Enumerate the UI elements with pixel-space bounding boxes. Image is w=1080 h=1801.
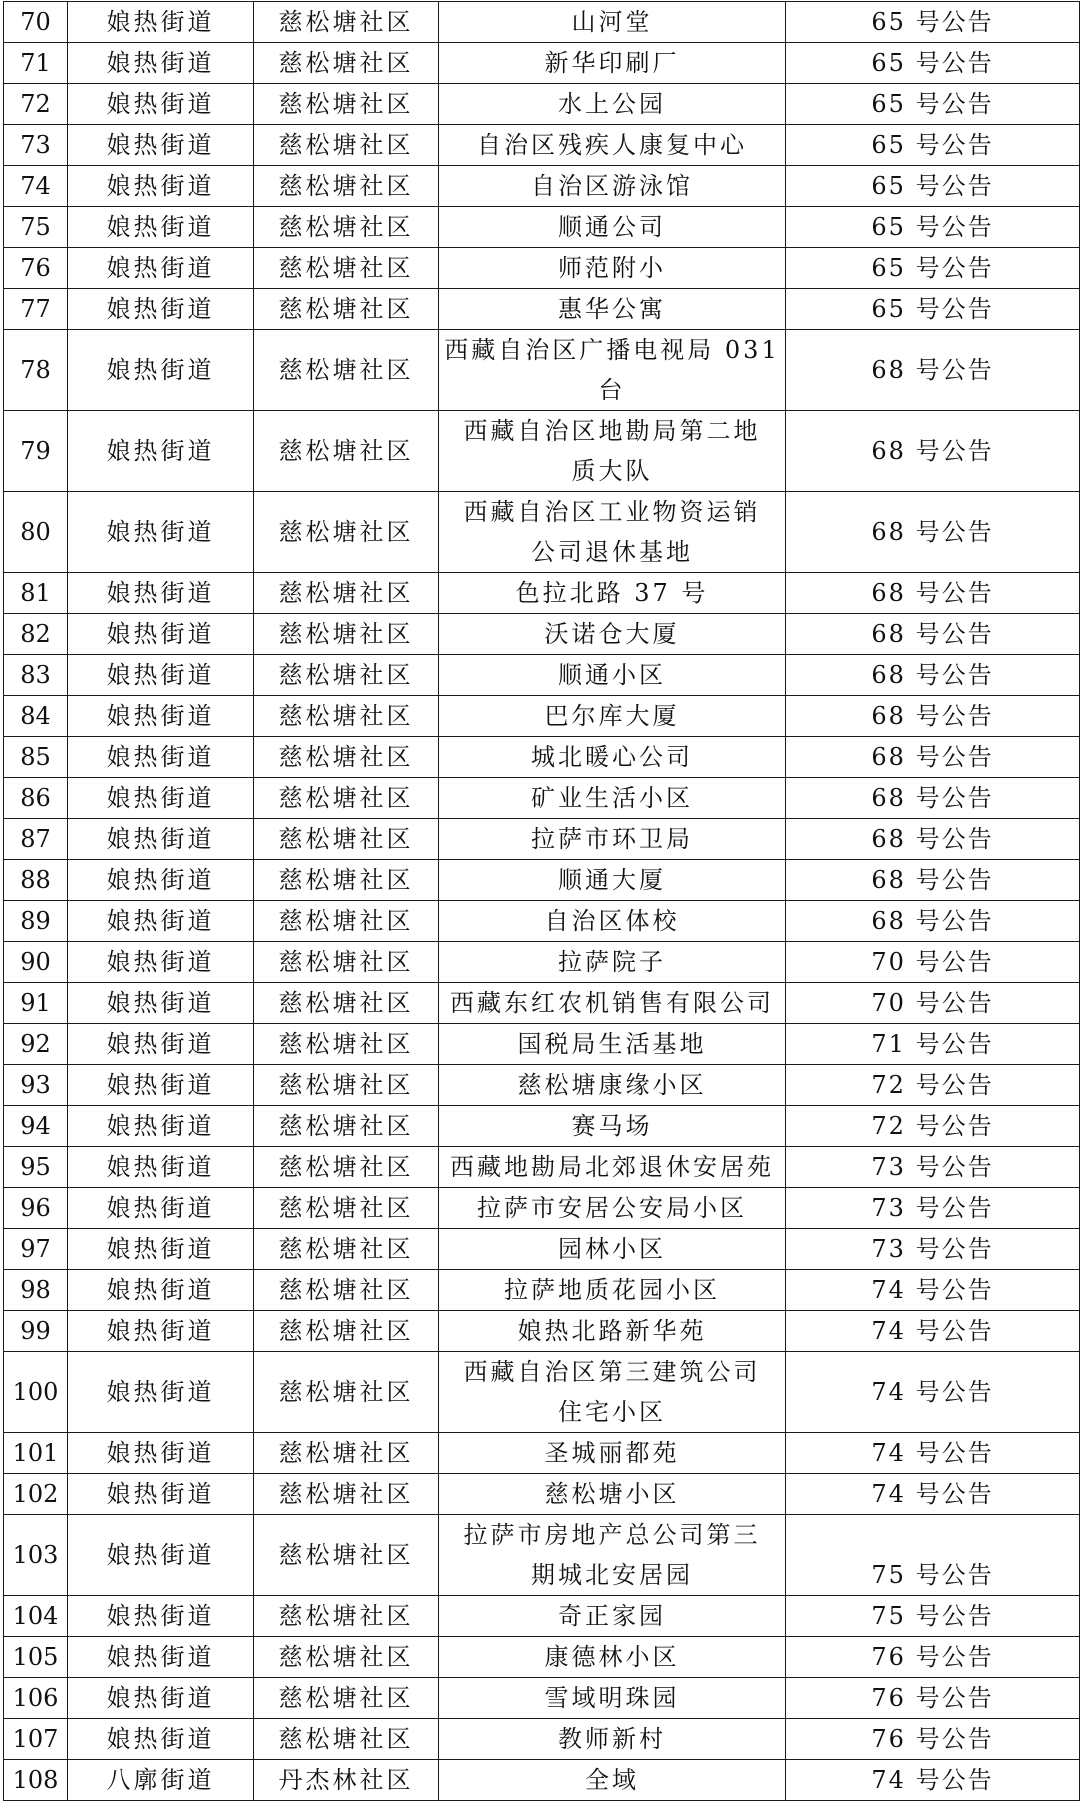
site-name-cell: 慈松塘小区 [439, 1474, 786, 1515]
table-row [4, 1760, 1080, 1801]
street-cell: 娘热街道 [68, 289, 254, 330]
table-row [4, 819, 1080, 860]
street-cell: 娘热街道 [68, 492, 254, 573]
table-row [4, 1515, 1080, 1596]
row-number-cell: 93 [4, 1065, 68, 1106]
table-row [4, 411, 1080, 492]
table-row [4, 1474, 1080, 1515]
site-name-cell: 康德林小区 [439, 1637, 786, 1678]
community-cell: 慈松塘社区 [254, 2, 439, 43]
row-number-cell: 89 [4, 901, 68, 942]
street-cell: 娘热街道 [68, 2, 254, 43]
table-row [4, 1678, 1080, 1719]
street-cell: 娘热街道 [68, 983, 254, 1024]
table-row [4, 573, 1080, 614]
notice-table-body [4, 2, 1080, 1801]
table-row [4, 778, 1080, 819]
notice-number-cell: 65 号公告 [786, 125, 1080, 166]
row-number-cell: 74 [4, 166, 68, 207]
site-name-cell: 西藏自治区广播电视局 031 台 [439, 330, 786, 411]
community-cell: 慈松塘社区 [254, 860, 439, 901]
street-cell: 娘热街道 [68, 1474, 254, 1515]
row-number-cell: 81 [4, 573, 68, 614]
table-row [4, 1596, 1080, 1637]
street-cell: 娘热街道 [68, 1024, 254, 1065]
row-number-cell: 97 [4, 1229, 68, 1270]
street-cell: 娘热街道 [68, 1106, 254, 1147]
notice-number-cell: 71 号公告 [786, 1024, 1080, 1065]
notice-number-cell: 76 号公告 [786, 1637, 1080, 1678]
row-number-cell: 82 [4, 614, 68, 655]
row-number-cell: 79 [4, 411, 68, 492]
notice-number-cell: 68 号公告 [786, 696, 1080, 737]
site-name-cell: 水上公园 [439, 84, 786, 125]
row-number-cell: 80 [4, 492, 68, 573]
street-cell: 娘热街道 [68, 84, 254, 125]
street-cell: 娘热街道 [68, 43, 254, 84]
site-name-cell: 师范附小 [439, 248, 786, 289]
row-number-cell: 77 [4, 289, 68, 330]
table-row [4, 492, 1080, 573]
table-row [4, 1147, 1080, 1188]
row-number-cell: 72 [4, 84, 68, 125]
table-row [4, 737, 1080, 778]
notice-number-cell: 70 号公告 [786, 942, 1080, 983]
street-cell: 娘热街道 [68, 1188, 254, 1229]
notice-number-cell: 68 号公告 [786, 411, 1080, 492]
table-row [4, 1719, 1080, 1760]
notice-number-cell: 74 号公告 [786, 1352, 1080, 1433]
notice-number-cell: 65 号公告 [786, 289, 1080, 330]
community-cell: 慈松塘社区 [254, 1637, 439, 1678]
notice-number-cell: 68 号公告 [786, 778, 1080, 819]
site-name-cell: 慈松塘康缘小区 [439, 1065, 786, 1106]
community-cell: 慈松塘社区 [254, 614, 439, 655]
notice-number-cell: 73 号公告 [786, 1147, 1080, 1188]
row-number-cell: 98 [4, 1270, 68, 1311]
community-cell: 慈松塘社区 [254, 1065, 439, 1106]
row-number-cell: 106 [4, 1678, 68, 1719]
notice-number-cell: 65 号公告 [786, 207, 1080, 248]
community-cell: 慈松塘社区 [254, 1352, 439, 1433]
row-number-cell: 73 [4, 125, 68, 166]
table-row [4, 1024, 1080, 1065]
community-cell: 慈松塘社区 [254, 778, 439, 819]
street-cell: 八廓街道 [68, 1760, 254, 1801]
table-row [4, 1106, 1080, 1147]
notice-number-cell: 68 号公告 [786, 614, 1080, 655]
site-name-cell: 西藏自治区第三建筑公司住宅小区 [439, 1352, 786, 1433]
table-row [4, 1188, 1080, 1229]
street-cell: 娘热街道 [68, 614, 254, 655]
street-cell: 娘热街道 [68, 1147, 254, 1188]
community-cell: 慈松塘社区 [254, 289, 439, 330]
community-cell: 慈松塘社区 [254, 573, 439, 614]
row-number-cell: 85 [4, 737, 68, 778]
row-number-cell: 76 [4, 248, 68, 289]
table-row [4, 248, 1080, 289]
row-number-cell: 99 [4, 1311, 68, 1352]
notice-number-cell: 76 号公告 [786, 1719, 1080, 1760]
street-cell: 娘热街道 [68, 1678, 254, 1719]
street-cell: 娘热街道 [68, 1229, 254, 1270]
street-cell: 娘热街道 [68, 942, 254, 983]
street-cell: 娘热街道 [68, 696, 254, 737]
street-cell: 娘热街道 [68, 655, 254, 696]
street-cell: 娘热街道 [68, 411, 254, 492]
community-cell: 慈松塘社区 [254, 1024, 439, 1065]
community-cell: 慈松塘社区 [254, 1106, 439, 1147]
row-number-cell: 105 [4, 1637, 68, 1678]
row-number-cell: 92 [4, 1024, 68, 1065]
row-number-cell: 103 [4, 1515, 68, 1596]
notice-number-cell: 68 号公告 [786, 573, 1080, 614]
community-cell: 慈松塘社区 [254, 166, 439, 207]
row-number-cell: 88 [4, 860, 68, 901]
table-row [4, 125, 1080, 166]
community-cell: 慈松塘社区 [254, 411, 439, 492]
notice-number-cell: 74 号公告 [786, 1270, 1080, 1311]
community-cell: 慈松塘社区 [254, 1678, 439, 1719]
row-number-cell: 90 [4, 942, 68, 983]
row-number-cell: 84 [4, 696, 68, 737]
community-cell: 慈松塘社区 [254, 942, 439, 983]
table-row [4, 1311, 1080, 1352]
notice-number-cell: 70 号公告 [786, 983, 1080, 1024]
table-row [4, 983, 1080, 1024]
notice-number-cell: 75 号公告 [786, 1515, 1080, 1596]
site-name-cell: 顺通公司 [439, 207, 786, 248]
site-name-cell: 顺通大厦 [439, 860, 786, 901]
site-name-cell: 拉萨市房地产总公司第三期城北安居园 [439, 1515, 786, 1596]
site-name-cell: 全域 [439, 1760, 786, 1801]
notice-number-cell: 68 号公告 [786, 860, 1080, 901]
street-cell: 娘热街道 [68, 330, 254, 411]
community-cell: 慈松塘社区 [254, 696, 439, 737]
community-cell: 慈松塘社区 [254, 84, 439, 125]
community-cell: 慈松塘社区 [254, 1719, 439, 1760]
street-cell: 娘热街道 [68, 1515, 254, 1596]
notice-number-cell: 65 号公告 [786, 248, 1080, 289]
site-name-cell: 城北暖心公司 [439, 737, 786, 778]
site-name-cell: 雪域明珠园 [439, 1678, 786, 1719]
community-cell: 慈松塘社区 [254, 248, 439, 289]
notice-number-cell: 68 号公告 [786, 819, 1080, 860]
table-row [4, 1229, 1080, 1270]
table-row [4, 655, 1080, 696]
notice-number-cell: 65 号公告 [786, 43, 1080, 84]
site-name-cell: 西藏自治区工业物资运销公司退休基地 [439, 492, 786, 573]
site-name-cell: 惠华公寓 [439, 289, 786, 330]
row-number-cell: 95 [4, 1147, 68, 1188]
table-row [4, 1065, 1080, 1106]
row-number-cell: 91 [4, 983, 68, 1024]
site-name-cell: 教师新村 [439, 1719, 786, 1760]
site-name-cell: 奇正家园 [439, 1596, 786, 1637]
site-name-cell: 拉萨市环卫局 [439, 819, 786, 860]
site-name-cell: 色拉北路 37 号 [439, 573, 786, 614]
street-cell: 娘热街道 [68, 1719, 254, 1760]
community-cell: 慈松塘社区 [254, 43, 439, 84]
street-cell: 娘热街道 [68, 778, 254, 819]
site-name-cell: 山河堂 [439, 2, 786, 43]
street-cell: 娘热街道 [68, 860, 254, 901]
site-name-cell: 巴尔库大厦 [439, 696, 786, 737]
community-cell: 慈松塘社区 [254, 1596, 439, 1637]
community-cell: 慈松塘社区 [254, 207, 439, 248]
row-number-cell: 86 [4, 778, 68, 819]
site-name-cell: 娘热北路新华苑 [439, 1311, 786, 1352]
row-number-cell: 100 [4, 1352, 68, 1433]
street-cell: 娘热街道 [68, 1637, 254, 1678]
notice-number-cell: 74 号公告 [786, 1474, 1080, 1515]
street-cell: 娘热街道 [68, 1433, 254, 1474]
community-cell: 慈松塘社区 [254, 125, 439, 166]
table-row [4, 901, 1080, 942]
notice-number-cell: 68 号公告 [786, 492, 1080, 573]
table-row [4, 2, 1080, 43]
notice-number-cell: 65 号公告 [786, 2, 1080, 43]
street-cell: 娘热街道 [68, 1596, 254, 1637]
notice-number-cell: 75 号公告 [786, 1596, 1080, 1637]
row-number-cell: 75 [4, 207, 68, 248]
site-name-cell: 园林小区 [439, 1229, 786, 1270]
notice-number-cell: 65 号公告 [786, 84, 1080, 125]
row-number-cell: 94 [4, 1106, 68, 1147]
row-number-cell: 102 [4, 1474, 68, 1515]
community-cell: 慈松塘社区 [254, 1270, 439, 1311]
row-number-cell: 71 [4, 43, 68, 84]
row-number-cell: 104 [4, 1596, 68, 1637]
site-name-cell: 西藏东红农机销售有限公司 [439, 983, 786, 1024]
notice-number-cell: 72 号公告 [786, 1106, 1080, 1147]
table-row [4, 614, 1080, 655]
row-number-cell: 107 [4, 1719, 68, 1760]
site-name-cell: 圣城丽都苑 [439, 1433, 786, 1474]
notice-number-cell: 65 号公告 [786, 166, 1080, 207]
site-name-cell: 国税局生活基地 [439, 1024, 786, 1065]
community-cell: 慈松塘社区 [254, 737, 439, 778]
notice-number-cell: 74 号公告 [786, 1433, 1080, 1474]
street-cell: 娘热街道 [68, 737, 254, 778]
table-row [4, 330, 1080, 411]
notice-number-cell: 72 号公告 [786, 1065, 1080, 1106]
table-row [4, 696, 1080, 737]
street-cell: 娘热街道 [68, 1352, 254, 1433]
row-number-cell: 96 [4, 1188, 68, 1229]
site-name-cell: 西藏自治区地勘局第二地质大队 [439, 411, 786, 492]
table-row [4, 1637, 1080, 1678]
row-number-cell: 70 [4, 2, 68, 43]
site-name-cell: 赛马场 [439, 1106, 786, 1147]
street-cell: 娘热街道 [68, 125, 254, 166]
notice-number-cell: 68 号公告 [786, 901, 1080, 942]
notice-number-cell: 68 号公告 [786, 330, 1080, 411]
community-cell: 慈松塘社区 [254, 1147, 439, 1188]
table-row [4, 289, 1080, 330]
community-cell: 慈松塘社区 [254, 655, 439, 696]
community-cell: 慈松塘社区 [254, 1311, 439, 1352]
site-name-cell: 沃诺仓大厦 [439, 614, 786, 655]
site-name-cell: 自治区体校 [439, 901, 786, 942]
street-cell: 娘热街道 [68, 248, 254, 289]
site-name-cell: 顺通小区 [439, 655, 786, 696]
table-row [4, 1352, 1080, 1433]
street-cell: 娘热街道 [68, 1065, 254, 1106]
site-name-cell: 新华印刷厂 [439, 43, 786, 84]
community-cell: 慈松塘社区 [254, 983, 439, 1024]
notice-number-cell: 76 号公告 [786, 1678, 1080, 1719]
row-number-cell: 78 [4, 330, 68, 411]
street-cell: 娘热街道 [68, 819, 254, 860]
table-row [4, 207, 1080, 248]
site-name-cell: 拉萨市安居公安局小区 [439, 1188, 786, 1229]
street-cell: 娘热街道 [68, 1270, 254, 1311]
table-row [4, 43, 1080, 84]
notice-number-cell: 74 号公告 [786, 1311, 1080, 1352]
row-number-cell: 87 [4, 819, 68, 860]
row-number-cell: 83 [4, 655, 68, 696]
street-cell: 娘热街道 [68, 1311, 254, 1352]
notice-number-cell: 73 号公告 [786, 1188, 1080, 1229]
site-name-cell: 拉萨地质花园小区 [439, 1270, 786, 1311]
notice-number-cell: 68 号公告 [786, 737, 1080, 778]
notice-table [3, 1, 1080, 1801]
table-row [4, 1433, 1080, 1474]
street-cell: 娘热街道 [68, 573, 254, 614]
table-row [4, 84, 1080, 125]
community-cell: 慈松塘社区 [254, 330, 439, 411]
community-cell: 慈松塘社区 [254, 901, 439, 942]
community-cell: 慈松塘社区 [254, 492, 439, 573]
row-number-cell: 108 [4, 1760, 68, 1801]
site-name-cell: 矿业生活小区 [439, 778, 786, 819]
community-cell: 慈松塘社区 [254, 1229, 439, 1270]
community-cell: 慈松塘社区 [254, 819, 439, 860]
table-row [4, 1270, 1080, 1311]
site-name-cell: 西藏地勘局北郊退休安居苑 [439, 1147, 786, 1188]
community-cell: 慈松塘社区 [254, 1188, 439, 1229]
table-row [4, 860, 1080, 901]
row-number-cell: 101 [4, 1433, 68, 1474]
site-name-cell: 自治区游泳馆 [439, 166, 786, 207]
community-cell: 丹杰林社区 [254, 1760, 439, 1801]
notice-number-cell: 73 号公告 [786, 1229, 1080, 1270]
street-cell: 娘热街道 [68, 166, 254, 207]
community-cell: 慈松塘社区 [254, 1515, 439, 1596]
street-cell: 娘热街道 [68, 901, 254, 942]
site-name-cell: 拉萨院子 [439, 942, 786, 983]
notice-number-cell: 74 号公告 [786, 1760, 1080, 1801]
street-cell: 娘热街道 [68, 207, 254, 248]
community-cell: 慈松塘社区 [254, 1433, 439, 1474]
site-name-cell: 自治区残疾人康复中心 [439, 125, 786, 166]
table-row [4, 942, 1080, 983]
table-row [4, 166, 1080, 207]
notice-number-cell: 68 号公告 [786, 655, 1080, 696]
community-cell: 慈松塘社区 [254, 1474, 439, 1515]
